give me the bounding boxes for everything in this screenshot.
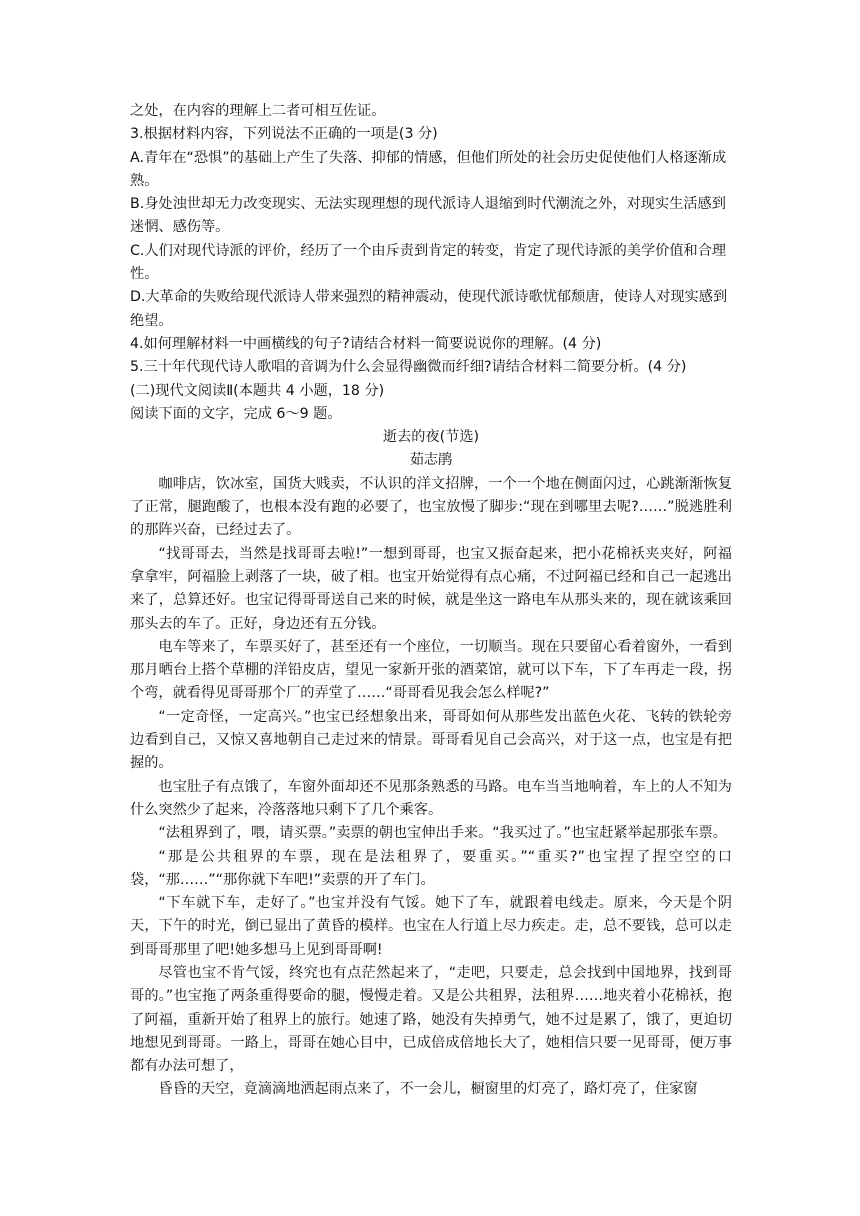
article-paragraph: 尽管也宝不肯气馁，终究也有点茫然起来了，“走吧，只要走，总会找到中国地界，找到哥哥的。”也宝拖了两条重得要命的腿，慢慢走着。又是公共租界，法租界……地夹着小花棉袄，抱了阿福，重新开始了租界上的旅行。她速了路，她没有失掉勇气，她不过是累了，饿了，更迫切地想见到哥哥。一路上，哥哥在她心目中，已成倍成倍地长大了，她相信只要一见哥哥，便万事都有办法可想了， [130,964,732,1075]
option-a: A.青年在“恐惧”的基础上产生了失落、抑郁的情感，但他们所处的社会历史促使他们人格逐渐成熟。 [130,149,727,189]
article-paragraph: 也宝肚子有点饿了，车窗外面却还不见那条熟悉的马路。电车当当地响着，车上的人不知为什么突然少了起来，冷落落地只剩下了几个乘客。 [130,778,732,818]
article-paragraph: “下车就下车，走好了。”也宝并没有气馁。她下了车，就跟着电线走。原来，今天是个阴天，下午的时光，倒已显出了黄昏的模样。也宝在人行道上尽力疾走。走，总不要钱，总可以走到哥哥那里了吧!她多想马上见到哥哥啊! [130,895,732,958]
section-heading: (二)现代文阅读Ⅱ(本题共 4 小题，18 分) [130,382,385,399]
article-paragraph: “那是公共租界的车票，现在是法租界了，要重买。”“重买?”也宝捏了捏空空的口袋，“那……”“那你就下车吧!”卖票的开了车门。 [130,848,732,888]
continuation-line: 之处，在内容的理解上二者可相互佐证。 [130,103,386,119]
option-d: D.大革命的失败给现代派诗人带来强烈的精神震动，使现代派诗歌忧郁颓唐，使诗人对现实感到绝望。 [130,289,728,329]
article-paragraph: “一定奇怪，一定高兴。”也宝已经想象出来，哥哥如何从那些发出蓝色火花、飞转的铁轮旁边看到自己，又惊又喜地朝自己走过来的情景。哥哥看见自己会高兴，对于这一点，也宝是有把握的。 [130,708,732,772]
question-5: 5.三十年代现代诗人歌唱的音调为什么会显得幽微而纤细?请结合材料二简要分析。(4 分) [130,359,687,376]
question-4: 4.如何理解材料一中画横线的句子?请结合材料一简要说说你的理解。(4 分) [130,335,602,352]
article-paragraph: 昏昏的天空，竟滴滴地洒起雨点来了，不一会儿，橱窗里的灯亮了，路灯亮了，住家窗 [158,1081,698,1098]
question-3: 3.根据材料内容，下列说法不正确的一项是(3 分) [130,126,438,143]
reading-instruction: 阅读下面的文字，完成 6～9 题。 [130,405,342,422]
article-paragraph: “法租界到了，喂，请买票。”卖票的朝也宝伸出手来。“我买过了。”也宝赶紧举起那张车票。 [158,825,727,842]
article-author: 茹志鹃 [409,452,453,469]
option-b: B.身处浊世却无力改变现实、无法实现理想的现代派诗人退缩到时代潮流之外，对现实生活感到迷惘、感伤等。 [130,196,726,236]
option-c: C.人们对现代诗派的评价，经历了一个由斥责到肯定的转变，肯定了现代诗派的美学价值和合理性。 [130,242,727,283]
article-title: 逝去的夜(节选) [382,429,480,446]
article-paragraph: 电车等来了，车票买好了，甚至还有一个座位，一切顺当。现在只要留心看着窗外，一看到那月晒台上搭个草棚的洋铅皮店，望见一家新开张的酒菜馆，就可以下车，下了车再走一段，拐个弯，就看得见哥哥那个厂的弄堂了……“哥哥看见我会怎么样呢?” [130,638,732,702]
article-paragraph: 咖啡店，饮冰室，国货大贱卖，不认识的洋文招牌，一个一个地在侧面闪过，心跳渐渐恢复了正常，腿跑酸了，也根本没有跑的必要了，也宝放慢了脚步:“现在到哪里去呢?……”脱逃胜利的那阵兴奋，已经过去了。 [130,475,732,539]
document-page [130,100,732,1102]
article-paragraph: “找哥哥去，当然是找哥哥去啦!”一想到哥哥，也宝又振奋起来，把小花棉袄夹夹好，阿福拿拿牢，阿福脸上剥落了一块，破了相。也宝开始觉得有点心痛，不过阿福已经和自己一起逃出来了，总算还好。也宝记得哥哥送自己来的时候，就是坐这一路电车从那头来的，现在就该乘回那头去的车了。正好，身边还有五分钱。 [130,545,732,632]
